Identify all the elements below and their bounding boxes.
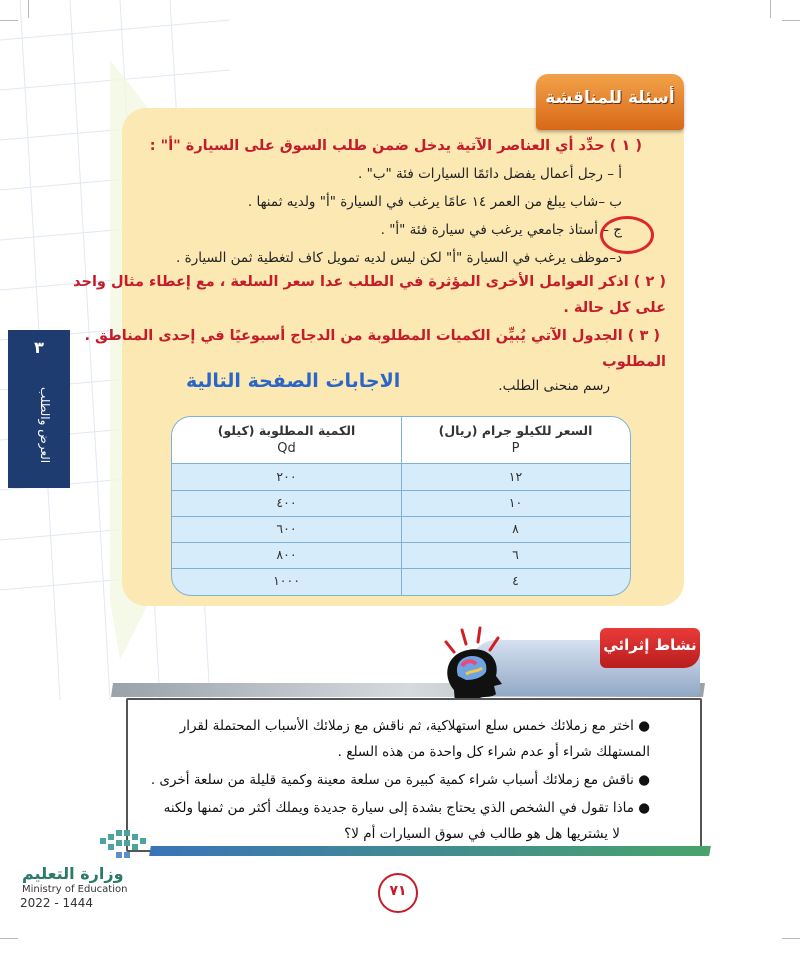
question-3-task: رسم منحنى الطلب.: [498, 378, 610, 394]
question-3: ( ٣ ) الجدول الآتي يُبيِّن الكميات المطلوبة من الدجاج أسبوعيًا في إحدى المناطق .: [84, 328, 660, 344]
page-number: ٧١: [389, 883, 407, 899]
quantity-column-header: الكمية المطلوبة (كيلو): [217, 423, 356, 438]
answers-note: الاجابات الصفحة التالية: [186, 370, 401, 392]
question-1-option-c: ج – أستاذ جامعي يرغب في سيارة فئة "أ" .: [380, 222, 622, 238]
enrichment-line: لا يشتريها هل هو طالب في سوق السيارات أم لا؟: [344, 826, 620, 842]
red-annotation-circle: [600, 216, 654, 254]
question-1: ( ١ ) حدِّد أي العناصر الآتية يدخل ضمن طلب السوق على السيارة "أ" :: [149, 138, 642, 154]
demand-table: [171, 416, 631, 596]
crop-mark: [0, 938, 18, 939]
question-3-required: المطلوب: [602, 354, 666, 370]
section-label: العرض والطلب: [38, 386, 52, 464]
enrichment-line: المستهلك شراء أو عدم شراء كل واحدة من هذه السلع .: [337, 744, 650, 760]
enrichment-title-tab: [600, 628, 700, 668]
section-number: ٣: [34, 338, 44, 357]
enrichment-line: ● ناقش مع زملائك أسباب شراء كمية كبيرة من سلعة معينة وكمية قليلة من سلعة أخرى .: [150, 772, 650, 788]
question-1-option-a: أ – رجل أعمال يفضل دائمًا السيارات فئة "ب" .: [358, 166, 622, 182]
question-2-continued: على كل حالة .: [563, 300, 666, 316]
price-cell: ٤: [512, 573, 519, 588]
quantity-cell: ١٠٠٠: [273, 573, 300, 588]
ministry-name-arabic: وزارة التعليم: [22, 864, 124, 883]
ministry-logo-icon: [98, 828, 162, 864]
bottom-decorative-band: [149, 846, 711, 856]
price-cell: ١٢: [508, 469, 523, 484]
crop-mark: [0, 20, 18, 21]
price-symbol: P: [511, 441, 520, 456]
column-divider: [401, 417, 402, 595]
enrichment-line: ● اختر مع زملائك خمس سلع استهلاكية، ثم ناقش مع زملائك الأسباب المحتملة لقرار: [179, 718, 650, 734]
crop-mark: [28, 0, 29, 18]
question-2: ( ٢ ) اذكر العوامل الأخرى المؤثرة في الطلب عدا سعر السلعة ، مع إعطاء مثال واحد: [73, 274, 666, 290]
enrichment-line: ● ماذا تقول في الشخص الذي يحتاج بشدة إلى سيارة جديدة ويملك أكثر من ثمنها ولكنه: [163, 800, 650, 816]
crop-mark: [782, 20, 800, 21]
discussion-title-tab: [536, 74, 684, 130]
quantity-symbol: Qd: [277, 441, 296, 456]
enrichment-title: نشاط إثرائي: [603, 636, 697, 654]
quantity-cell: ٢٠٠: [276, 469, 297, 484]
price-cell: ١٠: [508, 495, 523, 510]
price-cell: ٨: [512, 521, 519, 536]
quantity-cell: ٤٠٠: [276, 495, 297, 510]
section-side-tab: [8, 330, 70, 488]
page-number-badge: [378, 873, 418, 913]
discussion-title: أسئلة للمناقشة: [545, 88, 675, 108]
price-column-header: السعر للكيلو جرام (ريال): [438, 423, 593, 438]
ministry-name-english: Ministry of Education: [22, 884, 128, 895]
question-1-option-b: ب –شاب يبلغ من العمر ١٤ عامًا يرغب في السيارة "أ" ولديه ثمنها .: [247, 194, 622, 210]
ministry-year: 2022 - 1444: [20, 896, 94, 910]
quantity-cell: ٨٠٠: [276, 547, 297, 562]
price-cell: ٦: [512, 547, 519, 562]
question-1-option-d: د–موظف يرغب في السيارة "أ" لكن ليس لديه تمويل كاف لتغطية ثمن السيارة .: [176, 250, 622, 266]
quantity-cell: ٦٠٠: [276, 521, 297, 536]
crop-mark: [782, 938, 800, 939]
crop-mark: [770, 0, 771, 18]
